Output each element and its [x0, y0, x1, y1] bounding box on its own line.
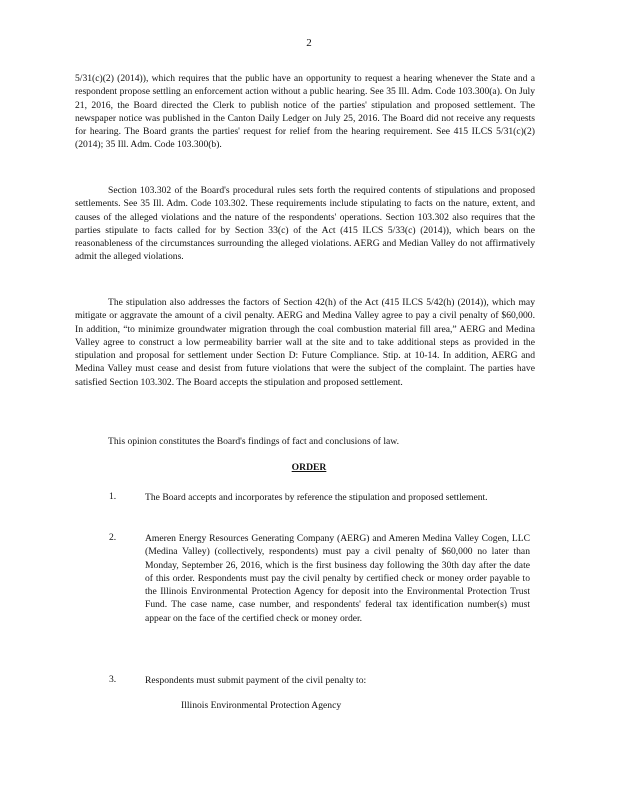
order-item-number: 2. [109, 532, 117, 543]
paragraph-section-103-302: Section 103.302 of the Board's procedural rules sets forth the required contents of stipulations and proposed settlements. See 35 Ill. Adm. Code 103.302. These requirements include stipulating to facts on the nature, extent, and causes of the alleged violations and the nature of the respondents' operations. Section 103.302 also requires that the parties stipulate to facts called for by Section 33(c) of the Act (415 ILCS 5/33(c) (2014)), which bears on the reasonableness of the circumstances surrounding the alleged violations. AERG and Median Valley do not affirmatively admit the alleged violations. [75, 185, 535, 263]
order-heading: ORDER [291, 462, 327, 473]
paragraph-hearing: 5/31(c)(2) (2014)), which requires that the public have an opportunity to request a hearing whenever the State and a respondent propose settling an enforcement action without a public hearing. See 35 Ill. Adm. Code 103.300(a). On July 21, 2016, the Board directed the Clerk to publish notice of the parties' stipulation and proposed settlement. The newspaper notice was published in the Canton Daily Ledger on July 25, 2016. The Board did not receive any requests for hearing. The Board grants the parties' request for relief from the hearing requirement. See 415 ILCS 5/31(c)(2) (2014); 35 Ill. Adm. Code 103.300(b). [75, 73, 535, 151]
paragraph-opinion: This opinion constitutes the Board's findings of fact and conclusions of law. [108, 436, 400, 447]
page-number: 2 [306, 37, 312, 49]
order-item-text: Ameren Energy Resources Generating Company (AERG) and Ameren Medina Valley Cogen, LLC (Medina Valley) (collectively, respondents) must pay a civil penalty of $60,000 no later than Monday, September 26, 2016, which is the first business day following the 30th day after the date of this order. Respondents must pay the civil penalty by certified check or money order payable to the Illinois Environmental Protection Agency for deposit into the Environmental Protection Trust Fund. The case name, case number, and respondents' federal tax identification number(s) must appear on the face of the certified check or money order. [145, 533, 530, 624]
order-item-number: 1. [109, 491, 117, 502]
payee-address-line: Illinois Environmental Protection Agency [181, 700, 342, 711]
order-item-text: The Board accepts and incorporates by reference the stipulation and proposed settlement. [145, 492, 488, 503]
order-item-number: 3. [109, 674, 117, 685]
order-item-text: Respondents must submit payment of the civil penalty to: [145, 675, 367, 686]
paragraph-stipulation-factors: The stipulation also addresses the factors of Section 42(h) of the Act (415 ILCS 5/42(h) (2014)), which may mitigate or aggravate the amount of a civil penalty. AERG and Medina Valley agree to pay a civil penalty of $60,000. In addition, “to minimize groundwater migration through the coal combustion material fill area,” AERG and Medina Valley agree to construct a low permeability barrier wall at the site and to take additional steps as provided in the stipulation and proposal for settlement under Section D: Future Compliance. Stip. at 10-14. In addition, AERG and Medina Valley must cease and desist from future violations that were the subject of the complaint. The parties have satisfied Section 103.302. The Board accepts the stipulation and proposed settlement. [75, 297, 535, 388]
